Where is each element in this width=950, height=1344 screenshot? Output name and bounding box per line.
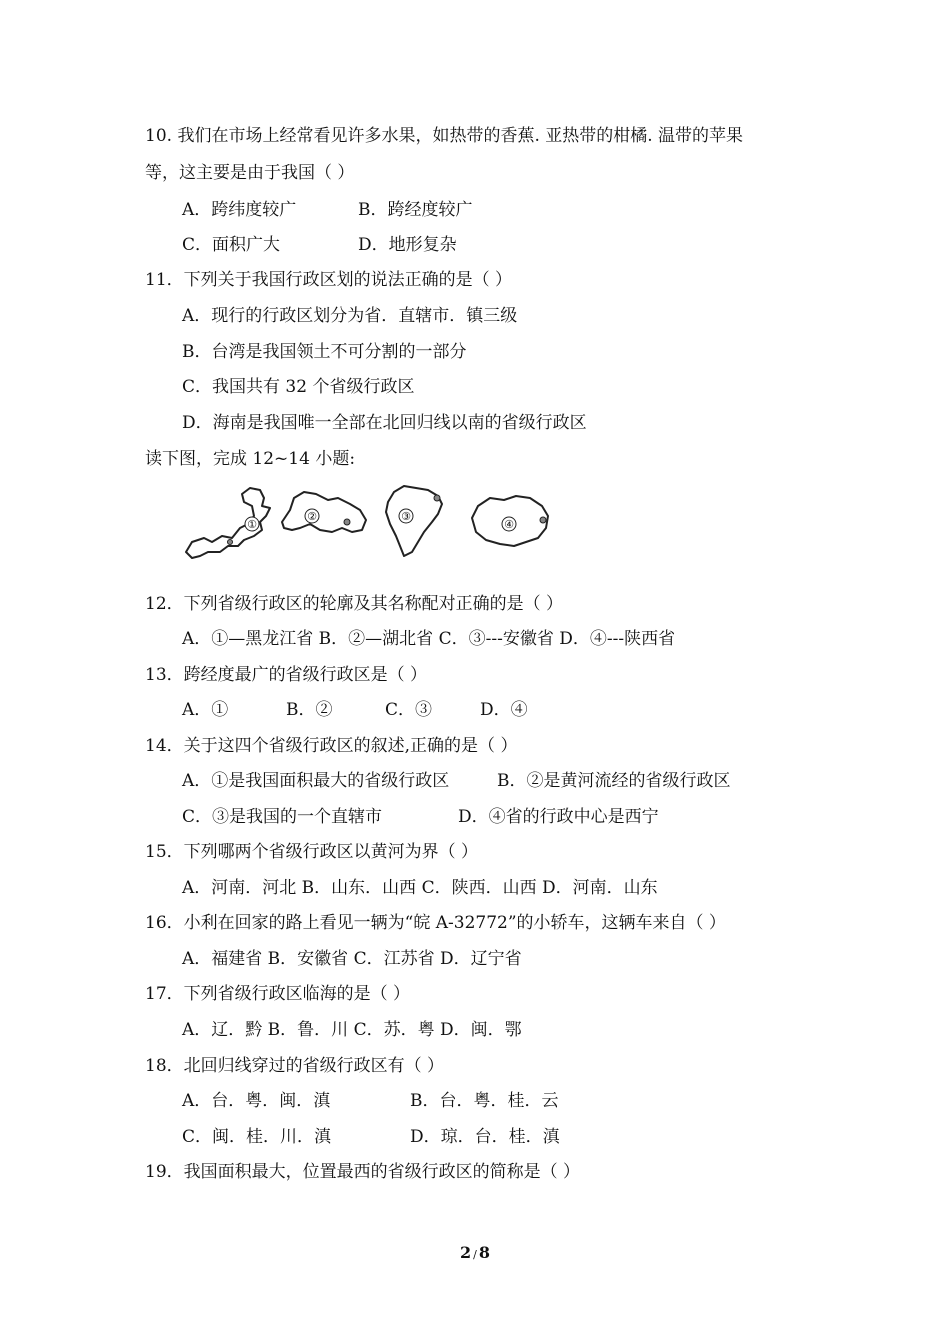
- q17-options: A．辽．黔 B．鲁．川 C．苏．粤 D．闽．鄂: [182, 1020, 522, 1040]
- q14-option-c: C．③是我国的一个直辖市: [182, 807, 383, 827]
- q15-options: A．河南．河北 B．山东．山西 C．陕西．山西 D．河南．山东: [182, 878, 658, 898]
- q13-option-d: D．④: [480, 700, 528, 720]
- q18-option-a: A．台．粤．闽．滇: [182, 1091, 331, 1111]
- q16-stem: 16．小利在回家的路上看见一辆为“皖 A-32772”的小轿车，这辆车来自（ ）: [145, 913, 726, 933]
- page-total: 8: [478, 1243, 490, 1262]
- page-number: [0, 1243, 950, 1262]
- q14-stem: 14．关于这四个省级行政区的叙述,正确的是（ ）: [145, 736, 518, 756]
- q11-option-b: B．台湾是我国领土不可分割的一部分: [182, 342, 467, 362]
- province-outline-3: [386, 486, 442, 556]
- outline-label-1: ①: [247, 518, 257, 531]
- q10-option-b: B．跨经度较广: [358, 200, 473, 220]
- q10-option-a: A．跨纬度较广: [182, 200, 297, 220]
- q13-stem: 13．跨经度最广的省级行政区是（ ）: [145, 665, 428, 685]
- q11-option-a: A．现行的行政区划分为省．直辖市．镇三级: [182, 306, 518, 326]
- province-outline-2: [282, 492, 366, 532]
- q10-stem-line2: 等，这主要是由于我国（ ）: [145, 163, 355, 183]
- q11-option-c: C．我国共有 32 个省级行政区: [182, 377, 415, 397]
- q18-stem: 18．北回归线穿过的省级行政区有（ ）: [145, 1056, 445, 1076]
- page-separator: /: [473, 1248, 477, 1261]
- q18-option-d: D．琼．台．桂．滇: [410, 1127, 560, 1147]
- outline-label-3: ③: [401, 510, 411, 523]
- q14-option-a: A．①是我国面积最大的省级行政区: [182, 771, 450, 791]
- province-outline-figure: [182, 480, 562, 562]
- q12-stem: 12．下列省级行政区的轮廓及其名称配对正确的是（ ）: [145, 594, 564, 614]
- q18-option-c: C．闽．桂．川．滇: [182, 1127, 332, 1147]
- q12-options: A．①—黑龙江省 B．②—湖北省 C．③---安徽省 D．④---陕西省: [182, 629, 676, 649]
- q17-stem: 17．下列省级行政区临海的是（ ）: [145, 984, 411, 1004]
- q13-option-c: C．③: [385, 700, 433, 720]
- q10-option-c: C．面积广大: [182, 235, 281, 255]
- q16-options: A．福建省 B．安徽省 C．江苏省 D．辽宁省: [182, 949, 522, 969]
- q14-option-d: D．④省的行政中心是西宁: [458, 807, 659, 827]
- outline-label-2: ②: [307, 510, 317, 523]
- q10-stem-line1: 10. 我们在市场上经常看见许多水果，如热带的香蕉. 亚热带的柑橘. 温带的苹果: [145, 126, 744, 146]
- q11-option-d: D．海南是我国唯一全部在北回归线以南的省级行政区: [182, 413, 587, 433]
- q14-option-b: B．②是黄河流经的省级行政区: [497, 771, 731, 791]
- outline-label-4: ④: [504, 518, 514, 531]
- q18-option-b: B．台．粤．桂．云: [410, 1091, 559, 1111]
- q13-option-b: B．②: [286, 700, 333, 720]
- q13-option-a: A．①: [182, 700, 229, 720]
- q11-stem: 11．下列关于我国行政区划的说法正确的是（ ）: [145, 270, 513, 290]
- q19-stem: 19．我国面积最大，位置最西的省级行政区的简称是（ ）: [145, 1162, 581, 1182]
- q15-stem: 15．下列哪两个省级行政区以黄河为界（ ）: [145, 842, 479, 862]
- q10-option-d: D．地形复杂: [358, 235, 457, 255]
- figure-intro: 读下图，完成 12~14 小题:: [145, 449, 356, 469]
- page-current: 2: [460, 1243, 472, 1262]
